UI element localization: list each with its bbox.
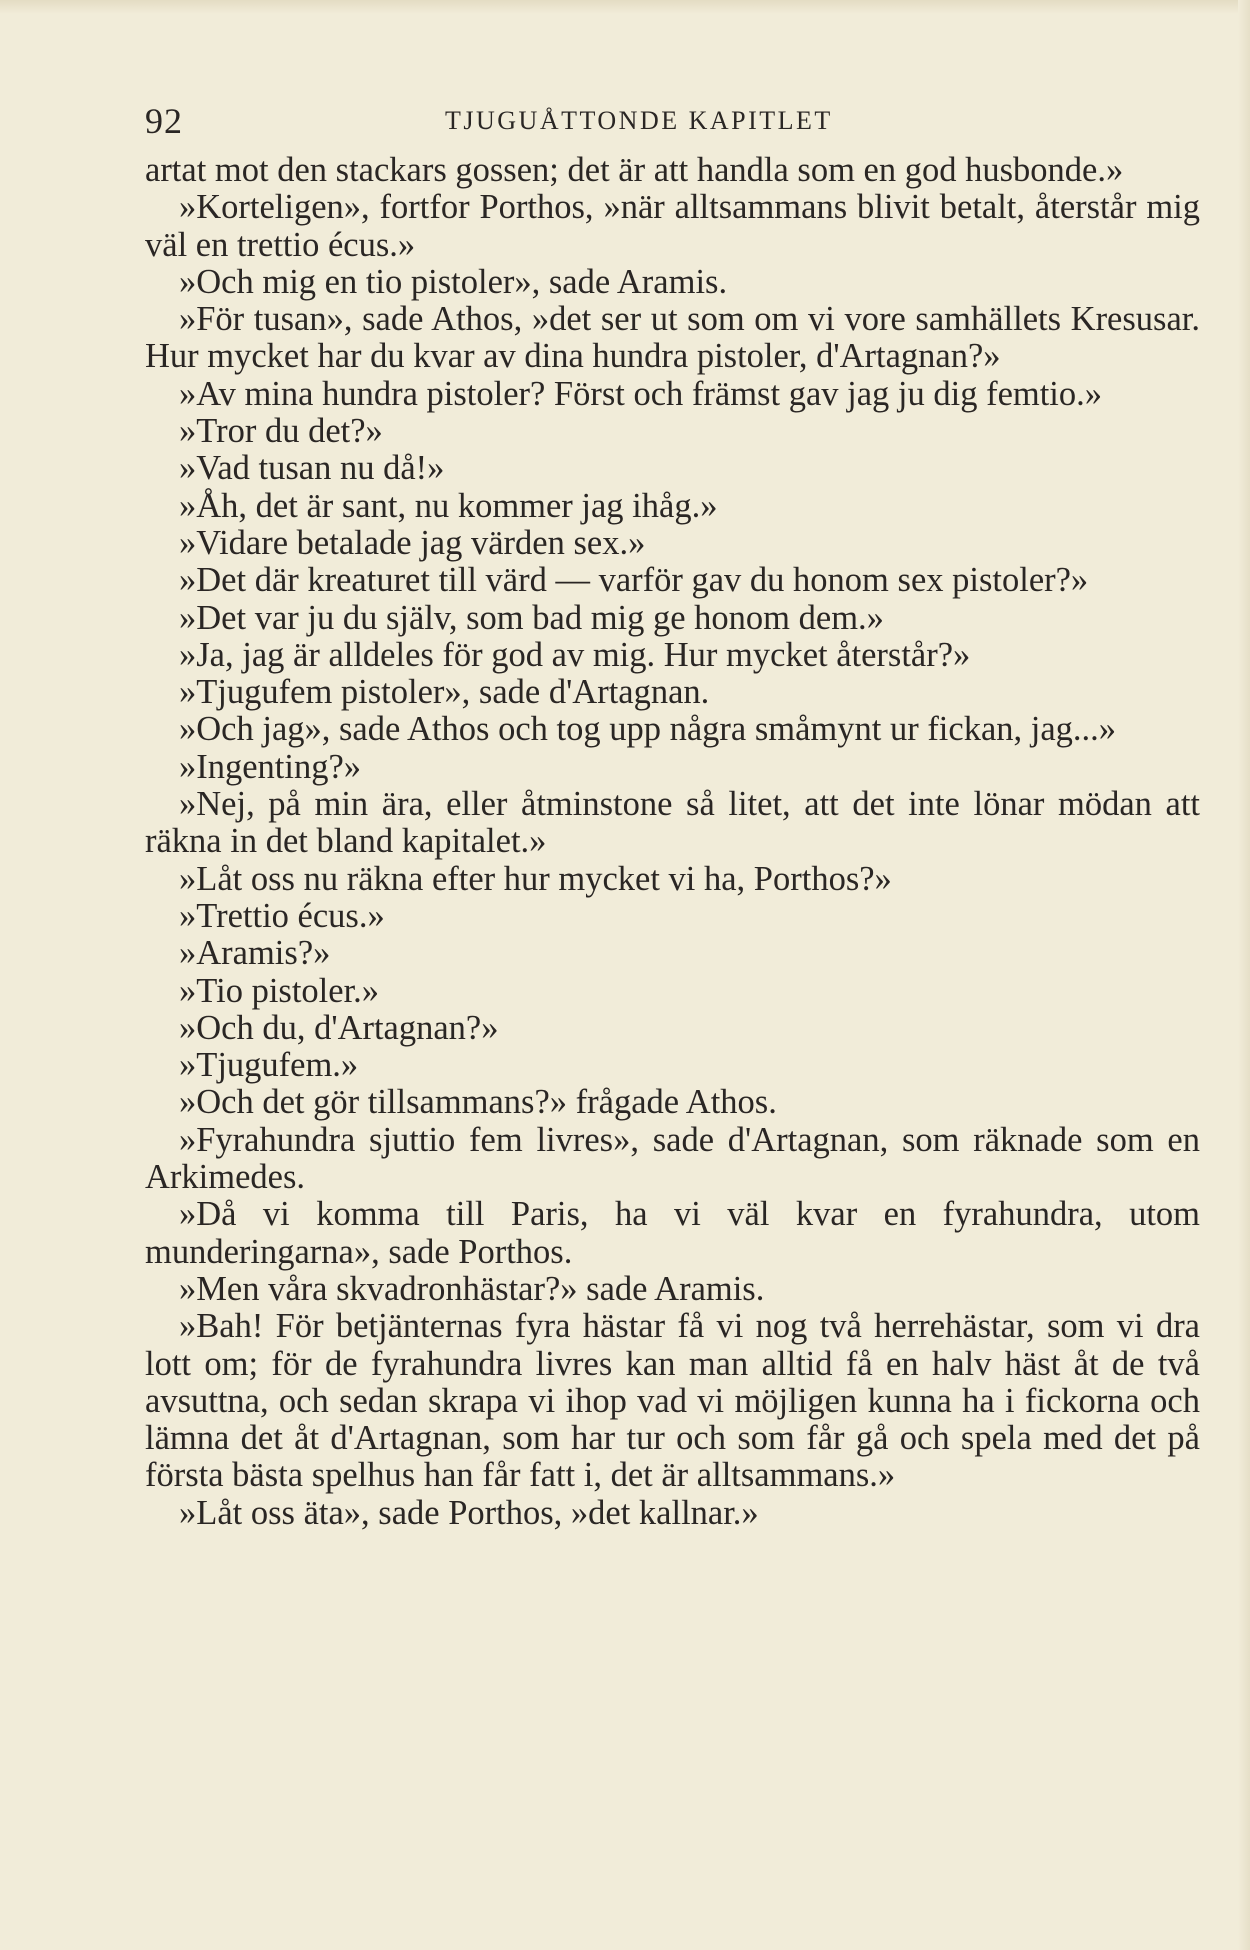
page-header: [145, 100, 1200, 142]
paragraph: »Av mina hundra pistoler? Först och främst gav jag ju dig femtio.»: [179, 374, 1103, 413]
paragraph: »Det där kreaturet till värd — varför gav du honom sex pistoler?»: [179, 561, 1089, 600]
paragraph: »Tjugufem.»: [179, 1046, 359, 1085]
paragraph: »Men våra skvadronhästar?» sade Aramis.: [179, 1269, 765, 1308]
paragraph: »Vidare betalade jag värden sex.»: [179, 523, 646, 562]
paragraph: »Låt oss äta», sade Porthos, »det kallnar.»: [179, 1493, 759, 1532]
paragraph: »Korteligen», fortfor Porthos, »när alltsammans blivit betalt, återstår mig väl en trettio écus.»: [145, 188, 1200, 264]
paragraph: »Ja, jag är alldeles för god av mig. Hur mycket återstår?»: [179, 635, 971, 674]
paragraph: »Och mig en tio pistoler», sade Aramis.: [179, 262, 728, 301]
paragraph: »Låt oss nu räkna efter hur mycket vi ha, Porthos?»: [179, 859, 892, 898]
paragraph: artat mot den stackars gossen; det är att handla som en god husbonde.»: [145, 151, 1124, 189]
paragraph: »Vad tusan nu då!»: [179, 449, 445, 488]
paragraph: »Fyrahundra sjuttio fem livres», sade d'Artagnan, som räknade som en Arkimedes.: [145, 1120, 1200, 1197]
page-right-edge: [1238, 0, 1250, 1950]
paragraph: »Aramis?»: [179, 934, 331, 973]
paragraph: »För tusan», sade Athos, »det ser ut som om vi vore samhällets Kresusar. Hur mycket har du kvar av dina hundra pistoler, d'Artagnan?»: [145, 300, 1200, 376]
paragraph: »Och det gör tillsammans?» frågade Athos.: [179, 1083, 777, 1122]
paragraph: »Tio pistoler.»: [179, 971, 380, 1010]
paragraph: »Trettio écus.»: [179, 896, 385, 935]
paragraph: »Bah! För betjänternas fyra hästar få vi nog två herrehästar, som vi dra lott om; för de fyrahundra livres kan man alltid få en halv häst åt de två avsuttna, och sedan skrapa vi ihop vad vi möjligen kunna ha i fickorna och lämna det åt d'Artagnan, som har tur och som får gå och spela med det på första bästa spelhus han får fatt i, det är alltsammans.»: [145, 1307, 1200, 1495]
page-number: 92: [145, 101, 183, 141]
paragraph: »Och jag», sade Athos och tog upp några småmynt ur fickan, jag...»: [179, 710, 1117, 749]
paragraph: »Då vi komma till Paris, ha vi väl kvar en fyrahundra, utom munderingarna», sade Porthos.: [145, 1195, 1200, 1271]
paragraph: »Och du, d'Artagnan?»: [179, 1008, 499, 1047]
paragraph: »Tror du det?»: [179, 412, 383, 451]
running-head: TJUGUÅTTONDE KAPITLET: [445, 106, 833, 135]
paragraph: »Ingenting?»: [179, 747, 362, 786]
page-top-edge: [0, 0, 1250, 14]
book-page: [145, 100, 1200, 1532]
body-text: [145, 152, 1200, 1532]
paragraph: »Tjugufem pistoler», sade d'Artagnan.: [179, 673, 710, 712]
paragraph: »Åh, det är sant, nu kommer jag ihåg.»: [179, 486, 718, 525]
paragraph: »Nej, på min ära, eller åtminstone så litet, att det inte lönar mödan att räkna in det bland kapitalet.»: [145, 785, 1200, 861]
paragraph: »Det var ju du själv, som bad mig ge honom dem.»: [179, 598, 884, 637]
